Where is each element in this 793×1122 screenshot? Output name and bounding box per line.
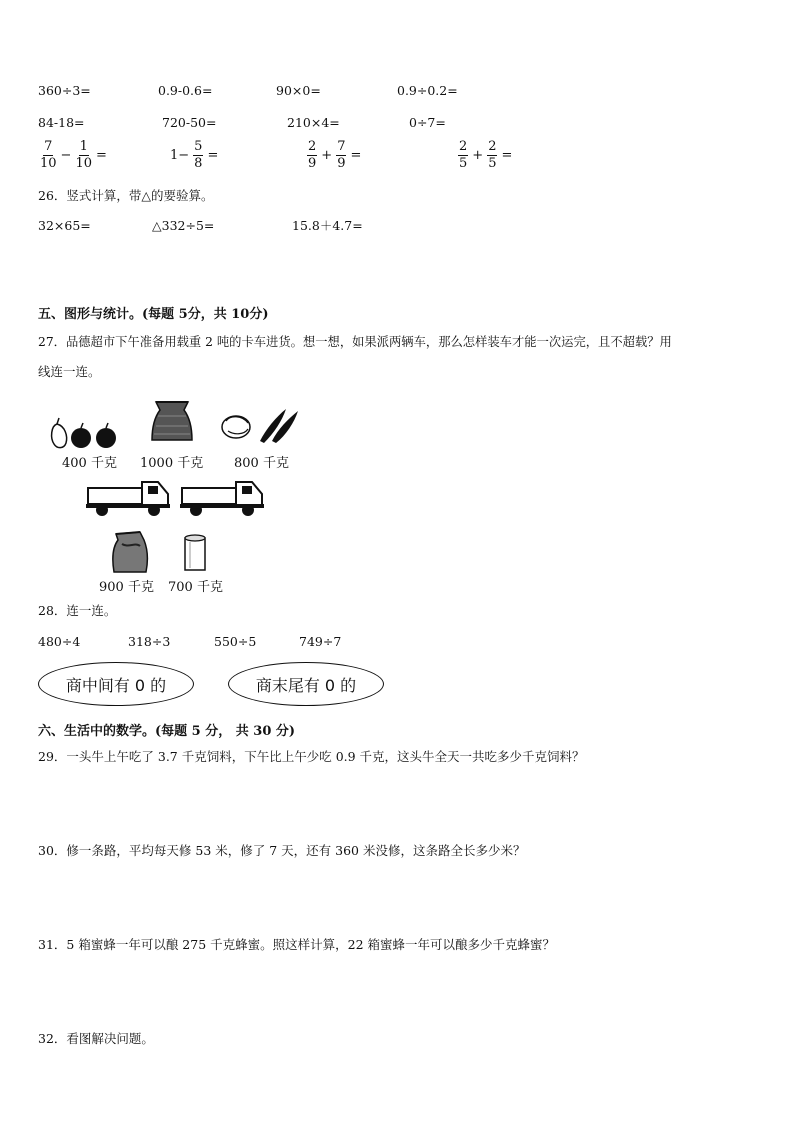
calc-360-div-3: 360÷3= bbox=[38, 83, 91, 98]
calc-720-minus-50: 720-50= bbox=[162, 115, 217, 130]
question-31: 31．5 箱蜜蜂一年可以酿 275 千克蜂蜜。照这样计算，22 箱蜜蜂一年可以酿多少千克蜂蜜？ bbox=[38, 937, 556, 952]
calc-749-div-7: 749÷7 bbox=[299, 634, 342, 649]
calc-0.9-div-0.2: 0.9÷0.2= bbox=[397, 83, 458, 98]
fraction-expression-3: 2 9 + $\frac{7}{9}$ = bbox=[308, 139, 362, 171]
question-28-title: 28．连一连。 bbox=[38, 603, 117, 618]
calc-0-div-7: 0÷7= bbox=[409, 115, 446, 130]
question-27-line-2: 线连一连。 bbox=[38, 364, 101, 379]
calc-550-div-5: 550÷5 bbox=[214, 634, 257, 649]
fraction-expression-2: 1− $\frac{5}{8}$ = bbox=[170, 139, 219, 171]
calc-480-div-4: 480÷4 bbox=[38, 634, 81, 649]
weight-label-400: 400 千克 bbox=[62, 456, 117, 471]
fruit-icon bbox=[47, 412, 122, 452]
question-29: 29．一头牛上午吃了 3.7 千克饲料，下午比上午少吃 0.9 千克，这头牛全天一共吃多少千克饲料？ bbox=[38, 749, 585, 764]
question-30: 30．修一条路，平均每天修 53 米，修了 7 天，还有 360 米没修，这条路全长多少米？ bbox=[38, 843, 526, 858]
truck-icon bbox=[86, 476, 172, 518]
calc-32-times-65: 32×65= bbox=[38, 218, 91, 233]
section-5-heading: 五、图形与统计。(每题 5分，共 10分) bbox=[38, 307, 269, 322]
section-6-heading: 六、生活中的数学。(每题 5 分， 共 30 分) bbox=[38, 724, 296, 739]
weight-label-1000: 1000 千克 bbox=[140, 456, 204, 471]
oval-zero-at-end[interactable] bbox=[228, 662, 384, 706]
bag-icon bbox=[110, 530, 150, 574]
calc-210-times-4: 210×4= bbox=[287, 115, 340, 130]
can-icon bbox=[182, 534, 208, 574]
weight-label-900: 900 千克 bbox=[99, 580, 154, 595]
fraction-expression-4: 2 5 + $\frac{2}{5}$ = bbox=[459, 139, 513, 171]
truck-icon bbox=[180, 476, 266, 518]
calc-0.9-minus-0.6: 0.9-0.6= bbox=[158, 83, 213, 98]
calc-90-times-0: 90×0= bbox=[276, 83, 321, 98]
question-26-title: 26．竖式计算，带△的要验算。 bbox=[38, 188, 214, 203]
calc-318-div-3: 318÷3 bbox=[128, 634, 171, 649]
calc-84-minus-18: 84-18= bbox=[38, 115, 85, 130]
weight-label-800: 800 千克 bbox=[234, 456, 289, 471]
sack-icon bbox=[148, 396, 196, 444]
oval-zero-in-middle[interactable] bbox=[38, 662, 194, 706]
question-32: 32．看图解决问题。 bbox=[38, 1031, 154, 1046]
oval-zero-in-middle-label: 商中间有 0 的 bbox=[65, 675, 167, 695]
weight-label-700: 700 千克 bbox=[168, 580, 223, 595]
calc-15.8-plus-4.7: 15.8＋4.7= bbox=[292, 218, 363, 233]
calc-332-div-5: △332÷5= bbox=[152, 218, 215, 233]
question-27-line-1: 27．品德超市下午准备用载重 2 吨的卡车进货。想一想，如果派两辆车，那么怎样装车才能一次运完，且不超载？用 bbox=[38, 335, 672, 349]
oval-zero-at-end-label: 商末尾有 0 的 bbox=[255, 675, 357, 695]
vegetable-icon bbox=[220, 405, 302, 445]
fraction-expression-1: 7 10 − $\frac{1}{10}$ = bbox=[40, 139, 107, 171]
